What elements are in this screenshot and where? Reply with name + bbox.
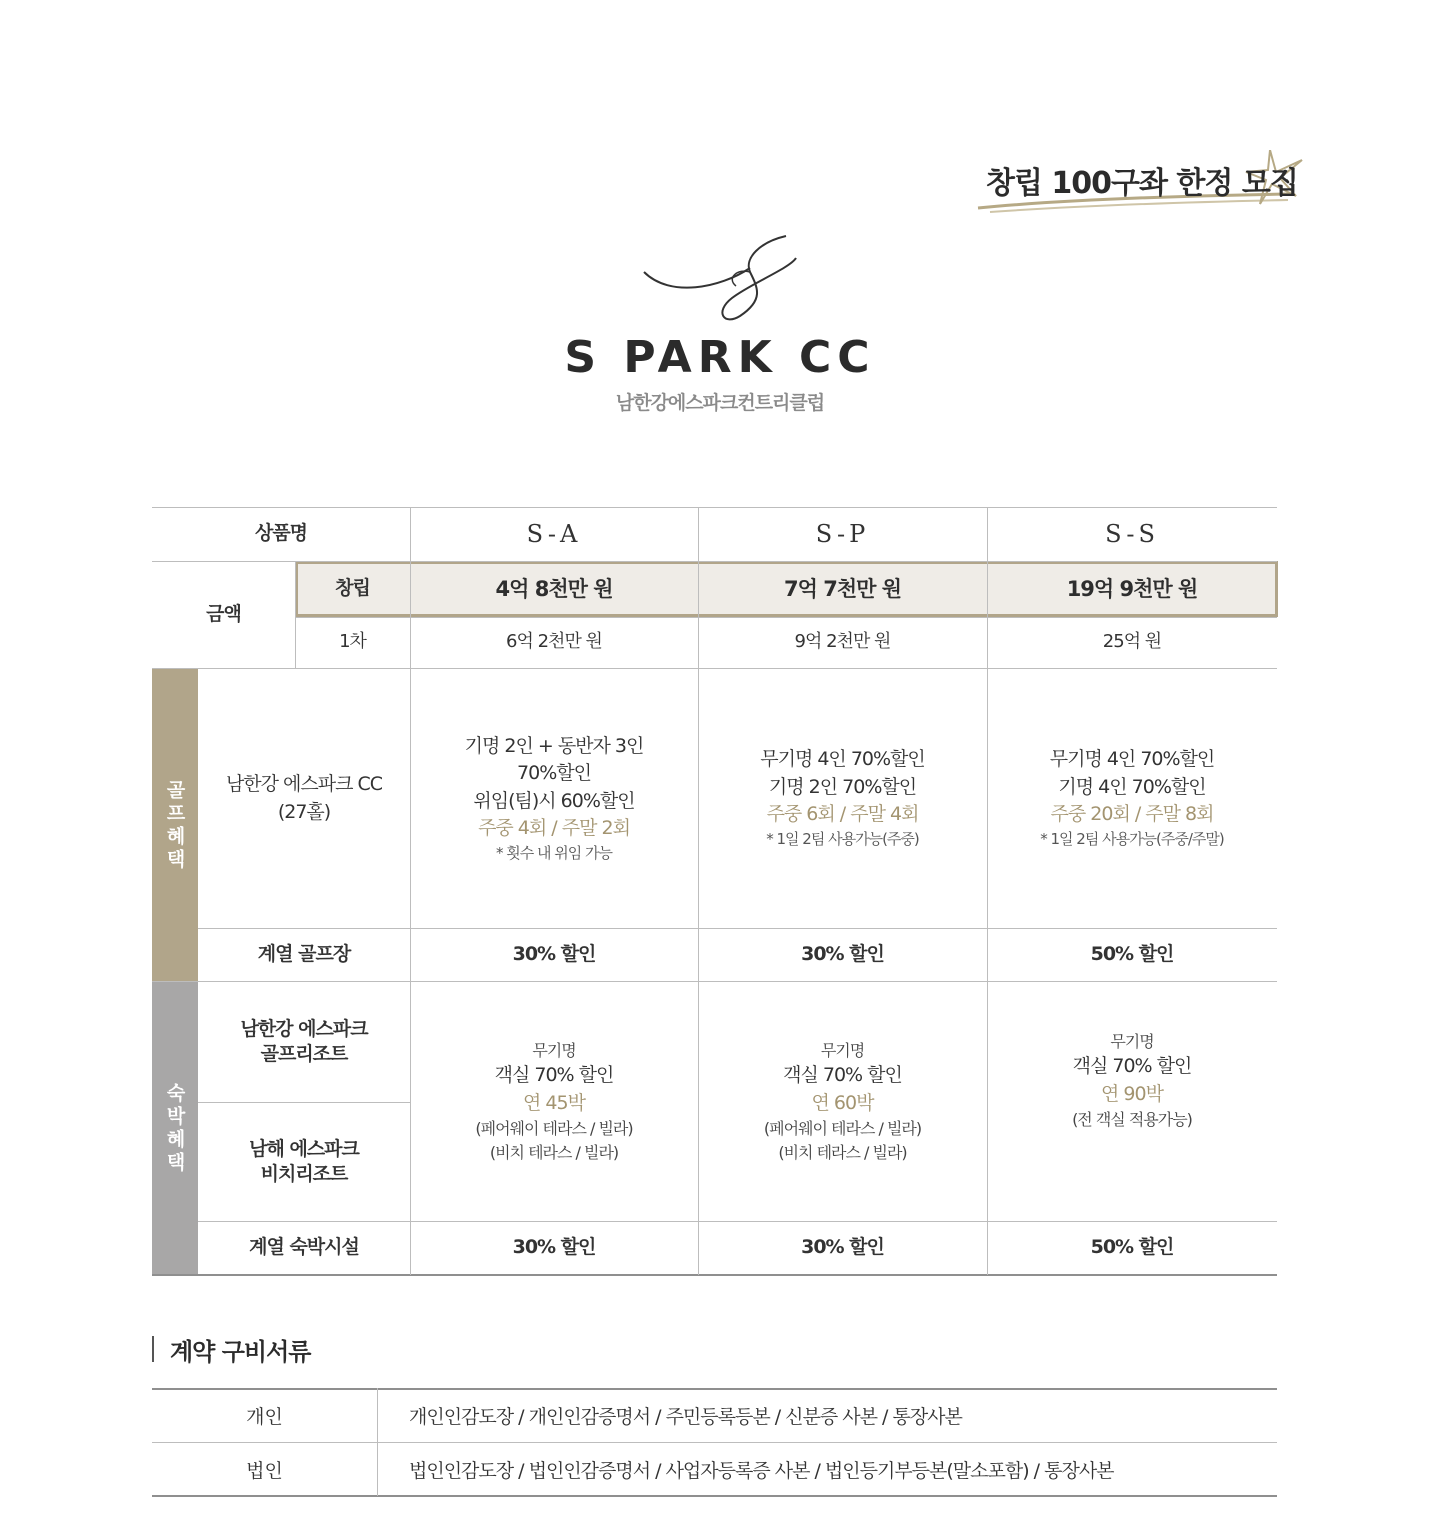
benefit-note: * 횟수 내 위임 가능 bbox=[495, 843, 612, 862]
golf-band-label: 골프혜택 bbox=[163, 779, 186, 872]
golf-affiliate-s-a: 30% 할인 bbox=[512, 942, 596, 965]
lodging-nights: 연 45박 bbox=[523, 1091, 585, 1114]
price-label: 금액 bbox=[206, 603, 241, 626]
round-count: 주중 4회 / 주말 2회 bbox=[478, 817, 630, 840]
lodging-benefit-s-p bbox=[698, 982, 987, 1221]
price-first-s-s: 25억 원 bbox=[1102, 631, 1162, 653]
document-type: 개인 bbox=[246, 1406, 283, 1428]
headline-badge bbox=[970, 150, 1310, 220]
lodging-main: 객실 70% 할인 bbox=[783, 1064, 902, 1087]
benefit-line: 기명 4인 70%할인 bbox=[1058, 775, 1206, 798]
documents-heading bbox=[152, 1332, 310, 1366]
lodging-note: (페어웨이 테라스 / 빌라) bbox=[763, 1119, 922, 1139]
round-count: 주중 6회 / 주말 4회 bbox=[766, 803, 919, 826]
benefit-line: 70%할인 bbox=[517, 762, 591, 785]
lodging-top: 무기명 bbox=[1110, 1032, 1154, 1051]
benefit-line: 기명 2인 + 동반자 3인 bbox=[464, 734, 644, 757]
golf-affiliate-s-p: 30% 할인 bbox=[801, 942, 884, 965]
benefit-note: * 1일 2팀 사용가능(주중/주말) bbox=[1040, 829, 1224, 848]
price-founding-s-a: 4억 8천만 원 bbox=[495, 576, 613, 601]
lodging-note: (비치 테라스 / 빌라) bbox=[778, 1142, 907, 1162]
document-row-individual bbox=[152, 1389, 1277, 1442]
lodging-main: 객실 70% 할인 bbox=[494, 1064, 614, 1087]
headline-text: 창립 100구좌 한정 모집 bbox=[986, 166, 1298, 201]
lodging-benefit-s-a bbox=[410, 982, 698, 1221]
lodging-note: (비치 테라스 / 빌라) bbox=[489, 1142, 619, 1162]
brand-name: S PARK CC bbox=[564, 332, 876, 383]
benefit-line: 무기명 4인 70%할인 bbox=[760, 748, 925, 771]
lodging-note: (페어웨이 테라스 / 빌라) bbox=[475, 1119, 633, 1139]
resort-name-namhangang: 남한강 에스파크 골프리조트 bbox=[240, 1018, 368, 1065]
document-items: 개인인감도장 / 개인인감증명서 / 주민등록등본 / 신분증 사본 / 통장사본 bbox=[409, 1406, 962, 1428]
resort-name-namhae: 남해 에스파크 비치리조트 bbox=[249, 1138, 359, 1185]
heading-bar bbox=[152, 1336, 154, 1362]
logo bbox=[560, 228, 880, 418]
lodging-main: 객실 70% 할인 bbox=[1072, 1055, 1192, 1078]
lodging-band-label: 숙박혜택 bbox=[163, 1082, 186, 1175]
product-s-a: S-A bbox=[526, 519, 582, 548]
brand-subtitle: 남한강에스파크컨트리클럽 bbox=[615, 392, 825, 414]
membership-table bbox=[152, 507, 1277, 1277]
golf-affiliate-name: 계열 골프장 bbox=[257, 942, 351, 965]
document-row-corporate bbox=[152, 1443, 1277, 1496]
golf-main-name: 남한강 에스파크 CC (27홀) bbox=[225, 772, 383, 823]
product-s-p: S-P bbox=[815, 519, 870, 548]
script-s-logo-icon bbox=[640, 228, 800, 328]
document-type: 법인 bbox=[246, 1460, 283, 1482]
benefit-line: 기명 2인 70%할인 bbox=[768, 775, 917, 798]
price-founding-s-s: 19억 9천만 원 bbox=[1066, 576, 1198, 601]
lodging-benefit-s-s bbox=[987, 982, 1277, 1221]
header-label: 상품명 bbox=[254, 522, 308, 545]
rule bbox=[152, 1274, 1277, 1276]
documents-title: 계약 구비서류 bbox=[170, 1337, 311, 1366]
lodging-affiliate-name: 계열 숙박시설 bbox=[249, 1235, 359, 1258]
document-items: 법인인감도장 / 법인인감증명서 / 사업자등록증 사본 / 법인등기부등본(말소포함) / 통장사본 bbox=[409, 1460, 1114, 1482]
golf-benefit-s-a bbox=[410, 669, 698, 928]
benefit-line: 위임(팀)시 60%할인 bbox=[473, 789, 635, 812]
lodging-nights: 연 60박 bbox=[811, 1091, 874, 1114]
lodging-affiliate-s-a: 30% 할인 bbox=[512, 1235, 596, 1258]
lodging-band bbox=[152, 982, 198, 1275]
benefit-line: 무기명 4인 70%할인 bbox=[1049, 748, 1215, 771]
golf-affiliate-s-s: 50% 할인 bbox=[1090, 942, 1174, 965]
price-row-first: 1차 bbox=[339, 631, 366, 653]
documents-table bbox=[152, 1388, 1277, 1498]
golf-benefit-s-p bbox=[698, 669, 987, 928]
lodging-top: 무기명 bbox=[820, 1041, 865, 1061]
price-row-founding: 창립 bbox=[335, 577, 370, 600]
lodging-note: (전 객실 적용가능) bbox=[1072, 1110, 1192, 1130]
price-founding-s-p: 7억 7천만 원 bbox=[784, 576, 901, 601]
price-first-s-a: 6억 2천만 원 bbox=[506, 631, 602, 653]
lodging-affiliate-s-s: 50% 할인 bbox=[1090, 1235, 1174, 1258]
golf-benefit-s-s bbox=[987, 669, 1277, 928]
lodging-affiliate-s-p: 30% 할인 bbox=[801, 1235, 884, 1258]
golf-band bbox=[152, 669, 198, 982]
lodging-top: 무기명 bbox=[532, 1041, 576, 1061]
lodging-nights: 연 90박 bbox=[1101, 1082, 1163, 1105]
benefit-note: * 1일 2팀 사용가능(주중) bbox=[766, 829, 919, 848]
round-count: 주중 20회 / 주말 8회 bbox=[1050, 803, 1214, 826]
price-first-s-p: 9억 2천만 원 bbox=[794, 631, 891, 653]
product-s-s: S-S bbox=[1105, 519, 1159, 548]
